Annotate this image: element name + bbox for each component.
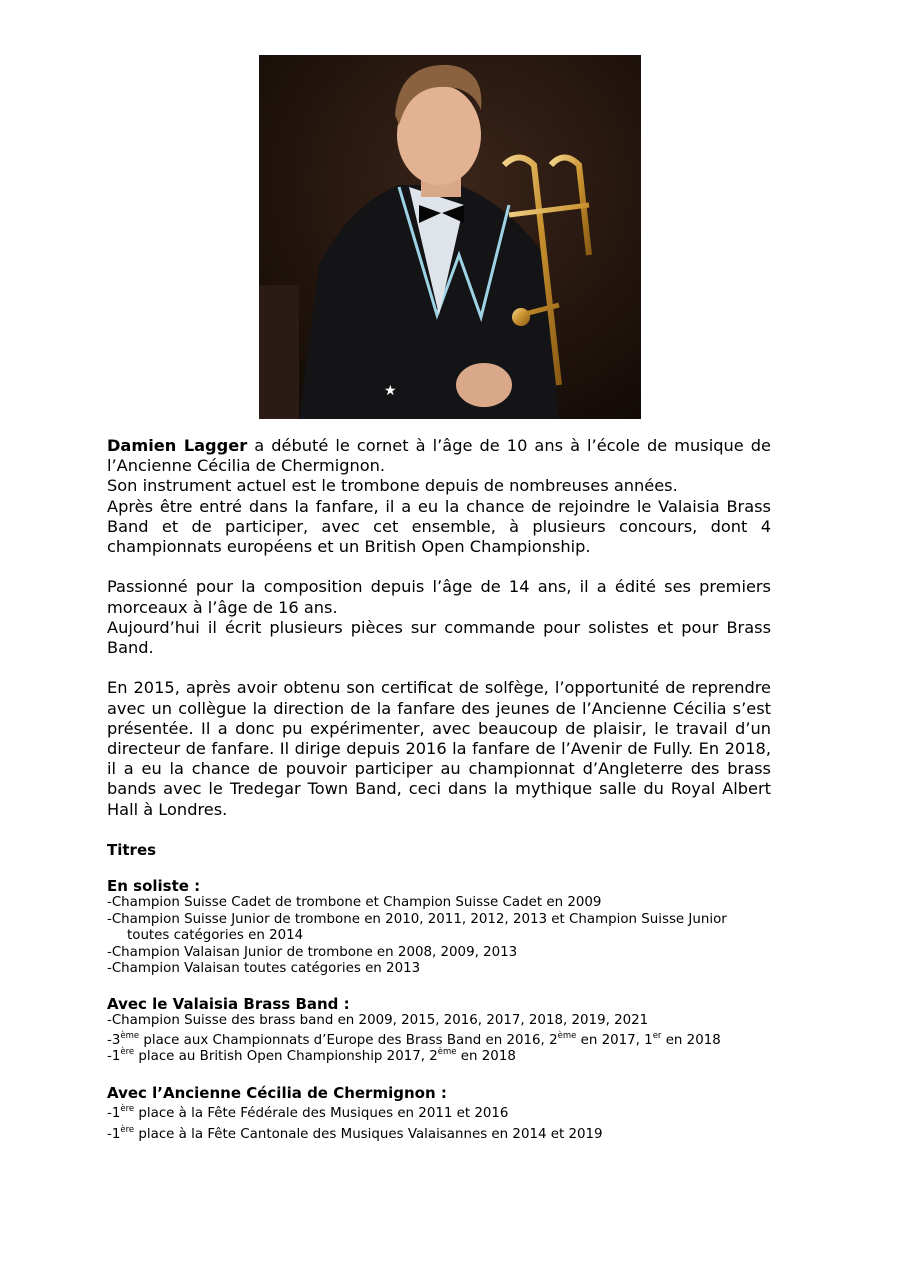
biography <box>107 436 771 820</box>
bio-paragraph-5: Aujourd’hui il écrit plusieurs pièces sur commande pour solistes et pour Brass Band. <box>107 617 771 658</box>
bio-paragraph-2: Son instrument actuel est le trombone depuis de nombreuses années. <box>107 476 678 496</box>
list-item: -1ère place à la Fête Fédérale des Musiques en 2011 et 2016 <box>107 1103 509 1121</box>
list-item: -1ère place à la Fête Cantonale des Musiques Valaisannes en 2014 et 2019 <box>107 1125 603 1143</box>
titles-heading: Titres <box>107 841 157 859</box>
artist-name: Damien Lagger <box>107 436 248 455</box>
list-item: -Champion Suisse des brass band en 2009, 2015, 2016, 2017, 2018, 2019, 2021 <box>107 1012 649 1028</box>
bio-paragraph-6: En 2015, après avoir obtenu son certificat de solfège, l’opportunité de reprendre avec un collègue la direction de la fanfare des jeunes de l’Ancienne Cécilia s’est présentée. Il a donc pu expérimenter, avec beaucoup de plaisir, le travail d’un directeur de fanfare. Il dirige depuis 2016 la fanfare de l’Avenir de Fully. En 2018, il a eu la chance de pouvoir participer au championnat d’Angleterre des brass bands avec le Tredegar Town Band, ceci dans la mythique salle du Royal Albert Hall à Londres. <box>107 678 771 819</box>
cecilia-heading: Avec l’Ancienne Cécilia de Chermignon : <box>107 1083 447 1102</box>
list-item: -Champion Suisse Junior de trombone en 2010, 2011, 2012, 2013 et Champion Suisse Junior <box>107 911 727 927</box>
titles-section <box>107 841 787 1144</box>
list-item: -3ème place aux Championnats d’Europe des Brass Band en 2016, 2ème en 2017, 1er en 2018 <box>107 1030 721 1048</box>
valaisia-heading: Avec le Valaisia Brass Band : <box>107 994 350 1013</box>
bio-paragraph-1: Damien Lagger a débuté le cornet à l’âge de 10 ans à l’école de musique de l’Ancienne Cécilia de Chermignon. <box>107 436 771 476</box>
list-item: -1ère place au British Open Championship 2017, 2ème en 2018 <box>107 1047 516 1065</box>
list-item: -Champion Valaisan Junior de trombone en 2008, 2009, 2013 <box>107 944 518 960</box>
bio-paragraph-3: Après être entré dans la fanfare, il a eu la chance de rejoindre le Valaisia Brass Band et de participer, avec cet ensemble, à plusieurs concours, dont 4 championnats européens et un British Open Championship. <box>107 496 771 557</box>
trombone-player-image <box>259 55 641 419</box>
svg-text:★: ★ <box>384 383 397 399</box>
bio-paragraph-4: Passionné pour la composition depuis l’âge de 14 ans, il a édité ses premiers morceaux à l’âge de 16 ans. <box>107 577 771 617</box>
list-item: toutes catégories en 2014 <box>127 928 304 944</box>
soliste-heading: En soliste : <box>107 877 201 895</box>
list-item: -Champion Suisse Cadet de trombone et Champion Suisse Cadet en 2009 <box>107 895 602 910</box>
portrait-photo <box>259 55 641 419</box>
list-item: -Champion Valaisan toutes catégories en 2013 <box>107 961 421 977</box>
